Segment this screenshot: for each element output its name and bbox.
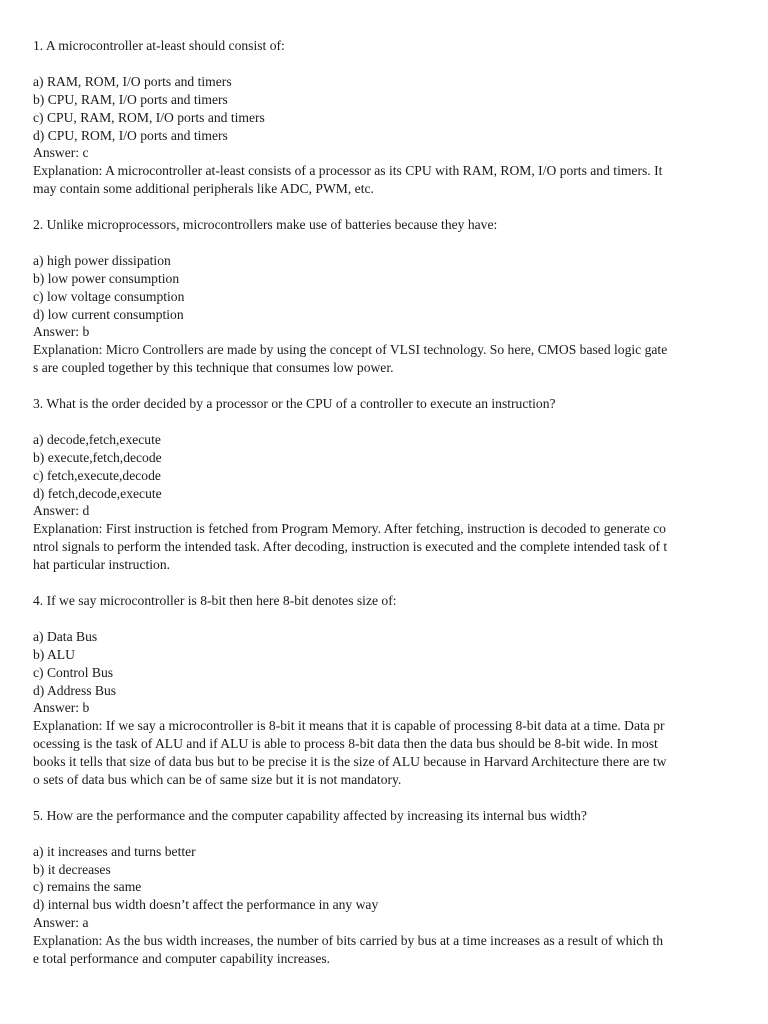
option-b: b) ALU <box>33 646 75 662</box>
option-a: a) high power dissipation <box>33 252 171 268</box>
question-text: 2. Unlike microprocessors, microcontrollers make use of batteries because they have: <box>33 217 498 233</box>
blank-line <box>33 413 740 431</box>
answer-line: Answer: b <box>33 700 90 716</box>
explanation-line: ocessing is the task of ALU and if ALU is able to process 8-bit data then the data bus should be 8-bit wide. In most <box>33 736 658 752</box>
option-b: b) it decreases <box>33 861 111 877</box>
explanation-line: hat particular instruction. <box>33 557 171 573</box>
option-d: d) internal bus width doesn’t affect the performance in any way <box>33 897 379 913</box>
option-a: a) decode,fetch,execute <box>33 431 161 447</box>
blank-line <box>33 610 740 628</box>
question-text: 4. If we say microcontroller is 8-bit then here 8-bit denotes size of: <box>33 593 397 608</box>
option-c: c) remains the same <box>33 879 142 895</box>
option-a: a) Data Bus <box>33 628 98 644</box>
explanation-line: Explanation: Micro Controllers are made by using the concept of VLSI technology. So here, CMOS based logic gate <box>33 342 668 358</box>
explanation-line: o sets of data bus which can be of same size but it is not mandatory. <box>33 772 402 788</box>
option-b: b) CPU, RAM, I/O ports and timers <box>33 91 228 107</box>
answer-line: Answer: a <box>33 915 89 931</box>
explanation-line: e total performance and computer capability increases. <box>33 951 331 967</box>
explanation-line: ntrol signals to perform the intended task. After decoding, instruction is executed and the complete intended task of t <box>33 539 668 555</box>
blank-line <box>33 234 740 252</box>
option-c: c) CPU, RAM, ROM, I/O ports and timers <box>33 109 265 125</box>
explanation-line: Explanation: A microcontroller at-least consists of a processor as its CPU with RAM, ROM, I/O ports and timers. It <box>33 163 663 179</box>
answer-line: Answer: b <box>33 324 90 340</box>
question-block-1 <box>33 37 740 198</box>
option-d: d) Address Bus <box>33 682 117 698</box>
option-d: d) fetch,decode,execute <box>33 485 162 501</box>
explanation-line: may contain some additional peripherals like ADC, PWM, etc. <box>33 181 374 197</box>
option-d: d) low current consumption <box>33 306 184 322</box>
explanation-line: Explanation: First instruction is fetched from Program Memory. After fetching, instruction is decoded to generate co <box>33 521 666 537</box>
option-a: a) it increases and turns better <box>33 843 196 859</box>
question-text: 5. How are the performance and the computer capability affected by increasing its internal bus width? <box>33 807 587 823</box>
question-block-4 <box>33 592 740 789</box>
option-c: c) fetch,execute,decode <box>33 467 161 483</box>
question-text: 1. A microcontroller at-least should consist of: <box>33 38 285 53</box>
explanation-line: Explanation: If we say a microcontroller is 8-bit it means that it is capable of processing 8-bit data at a time. Data pr <box>33 718 665 734</box>
option-a: a) RAM, ROM, I/O ports and timers <box>33 73 232 89</box>
question-block-5 <box>33 807 740 968</box>
blank-line <box>33 55 740 73</box>
question-block-2 <box>33 216 740 377</box>
question-block-3 <box>33 395 740 574</box>
answer-line: Answer: d <box>33 503 90 519</box>
explanation-line: s are coupled together by this technique that consumes low power. <box>33 360 394 376</box>
explanation-line: Explanation: As the bus width increases, the number of bits carried by bus at a time increases as a result of which th <box>33 933 664 949</box>
answer-line: Answer: c <box>33 145 89 161</box>
option-b: b) execute,fetch,decode <box>33 449 162 465</box>
explanation-line: books it tells that size of data bus but to be precise it is the size of ALU because in Harvard Architecture there are tw <box>33 754 667 770</box>
option-d: d) CPU, ROM, I/O ports and timers <box>33 127 228 143</box>
option-c: c) low voltage consumption <box>33 288 185 304</box>
question-text: 3. What is the order decided by a processor or the CPU of a controller to execute an instruction? <box>33 396 556 412</box>
option-c: c) Control Bus <box>33 664 114 680</box>
option-b: b) low power consumption <box>33 270 180 286</box>
blank-line <box>33 825 740 843</box>
